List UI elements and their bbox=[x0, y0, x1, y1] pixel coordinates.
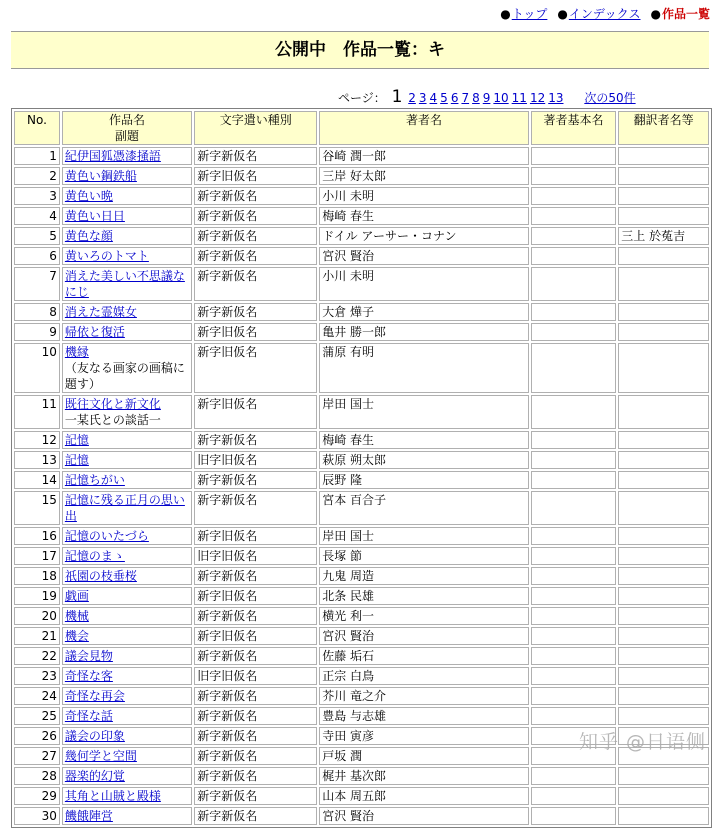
table-header-row bbox=[14, 111, 709, 145]
cell-no: 22 bbox=[14, 647, 60, 665]
table-row bbox=[14, 471, 709, 489]
cell-title bbox=[62, 167, 192, 185]
cell-no: 8 bbox=[14, 303, 60, 321]
cell-author-base bbox=[531, 187, 616, 205]
table-row bbox=[14, 147, 709, 165]
cell-style: 新字新仮名 bbox=[194, 567, 317, 585]
cell-author: 長塚 節 bbox=[319, 547, 529, 565]
top-navigation bbox=[490, 5, 710, 22]
nav-bullet-icon: ● bbox=[557, 7, 568, 21]
cell-title bbox=[62, 707, 192, 725]
cell-title bbox=[62, 607, 192, 625]
cell-translator bbox=[618, 707, 709, 725]
cell-author: 小川 未明 bbox=[319, 267, 529, 301]
cell-style: 新字新仮名 bbox=[194, 267, 317, 301]
cell-translator bbox=[618, 607, 709, 625]
cell-style: 新字新仮名 bbox=[194, 247, 317, 265]
cell-author: 横光 利一 bbox=[319, 607, 529, 625]
cell-author-base bbox=[531, 707, 616, 725]
cell-style: 新字新仮名 bbox=[194, 491, 317, 525]
cell-no: 26 bbox=[14, 727, 60, 745]
cell-title bbox=[62, 727, 192, 745]
pagination-page-link[interactable]: 11 bbox=[511, 91, 527, 105]
cell-author-base bbox=[531, 527, 616, 545]
nav-bullet-icon: ● bbox=[650, 7, 661, 21]
cell-style: 新字旧仮名 bbox=[194, 395, 317, 429]
cell-no: 30 bbox=[14, 807, 60, 825]
cell-title bbox=[62, 807, 192, 825]
cell-translator bbox=[618, 167, 709, 185]
cell-author: 佐藤 垢石 bbox=[319, 647, 529, 665]
work-title-link[interactable]: 黄色い鋼鉄船 bbox=[64, 169, 137, 183]
cell-title bbox=[62, 787, 192, 805]
table-row bbox=[14, 323, 709, 341]
cell-author: 岸田 国士 bbox=[319, 395, 529, 429]
work-subtitle: 一某氏との談話一 bbox=[64, 413, 161, 427]
cell-translator bbox=[618, 451, 709, 469]
cell-translator bbox=[618, 567, 709, 585]
cell-style: 新字新仮名 bbox=[194, 207, 317, 225]
cell-author-base bbox=[531, 395, 616, 429]
cell-title bbox=[62, 627, 192, 645]
cell-translator bbox=[618, 187, 709, 205]
pagination-page-link[interactable]: 13 bbox=[548, 91, 564, 105]
cell-translator bbox=[618, 491, 709, 525]
cell-author-base bbox=[531, 587, 616, 605]
cell-author-base bbox=[531, 547, 616, 565]
cell-author: 戸坂 潤 bbox=[319, 747, 529, 765]
cell-author: 三岸 好太郎 bbox=[319, 167, 529, 185]
table-row bbox=[14, 343, 709, 393]
work-title-link[interactable]: 機械 bbox=[64, 609, 89, 623]
nav-item bbox=[651, 7, 711, 21]
work-title-link[interactable]: 器楽的幻覚 bbox=[64, 769, 125, 783]
cell-author: 豊島 与志雄 bbox=[319, 707, 529, 725]
cell-no: 5 bbox=[14, 227, 60, 245]
cell-author-base bbox=[531, 303, 616, 321]
pagination-page-links bbox=[408, 91, 566, 105]
header-style: 文字遣い種別 bbox=[194, 111, 317, 145]
pagination-page-link[interactable]: 12 bbox=[529, 91, 546, 105]
cell-style: 新字旧仮名 bbox=[194, 627, 317, 645]
cell-no: 13 bbox=[14, 451, 60, 469]
cell-title bbox=[62, 395, 192, 429]
work-title-link[interactable]: 奇怪な客 bbox=[64, 669, 113, 683]
cell-no: 17 bbox=[14, 547, 60, 565]
table-row bbox=[14, 227, 709, 245]
cell-style: 新字旧仮名 bbox=[194, 167, 317, 185]
cell-style: 新字新仮名 bbox=[194, 687, 317, 705]
cell-author: 山本 周五郎 bbox=[319, 787, 529, 805]
cell-translator bbox=[618, 147, 709, 165]
pagination-page-link[interactable]: 7 bbox=[461, 91, 470, 105]
cell-title bbox=[62, 187, 192, 205]
cell-translator: 三上 於菟吉 bbox=[618, 227, 709, 245]
cell-author: 梶井 基次郎 bbox=[319, 767, 529, 785]
cell-translator bbox=[618, 247, 709, 265]
header-author-base: 著者基本名 bbox=[531, 111, 616, 145]
cell-author-base bbox=[531, 667, 616, 685]
cell-style: 新字新仮名 bbox=[194, 303, 317, 321]
work-title-link[interactable]: 奇怪な再会 bbox=[64, 689, 125, 703]
cell-no: 27 bbox=[14, 747, 60, 765]
pagination-page-link[interactable]: 6 bbox=[450, 91, 459, 105]
cell-title bbox=[62, 547, 192, 565]
page-title: 公開中 作品一覧：キ bbox=[11, 31, 709, 69]
table-row bbox=[14, 303, 709, 321]
watermark-text: 知乎 @日语侧 bbox=[578, 731, 706, 753]
cell-author: 大倉 燁子 bbox=[319, 303, 529, 321]
table-row bbox=[14, 431, 709, 449]
pagination-page-link[interactable]: 9 bbox=[482, 91, 491, 105]
cell-style: 新字新仮名 bbox=[194, 747, 317, 765]
cell-no: 4 bbox=[14, 207, 60, 225]
work-title-link[interactable]: 祇園の枝垂桜 bbox=[64, 569, 137, 583]
cell-no: 19 bbox=[14, 587, 60, 605]
cell-translator bbox=[618, 787, 709, 805]
cell-title bbox=[62, 747, 192, 765]
table-row bbox=[14, 267, 709, 301]
table-row bbox=[14, 451, 709, 469]
cell-style: 新字新仮名 bbox=[194, 707, 317, 725]
cell-author-base bbox=[531, 491, 616, 525]
cell-translator bbox=[618, 587, 709, 605]
header-title-label: 作品名 bbox=[109, 113, 146, 127]
cell-title bbox=[62, 207, 192, 225]
cell-title bbox=[62, 687, 192, 705]
cell-author: 蒲原 有明 bbox=[319, 343, 529, 393]
cell-author: 谷崎 潤一郎 bbox=[319, 147, 529, 165]
cell-style: 旧字旧仮名 bbox=[194, 547, 317, 565]
cell-author: 宮沢 賢治 bbox=[319, 627, 529, 645]
cell-no: 28 bbox=[14, 767, 60, 785]
table-row bbox=[14, 647, 709, 665]
cell-style: 新字新仮名 bbox=[194, 431, 317, 449]
cell-author-base bbox=[531, 607, 616, 625]
table-row bbox=[14, 687, 709, 705]
work-title-link[interactable]: 記憶 bbox=[64, 433, 89, 447]
cell-no: 10 bbox=[14, 343, 60, 393]
cell-author-base bbox=[531, 431, 616, 449]
cell-author-base bbox=[531, 207, 616, 225]
work-title-link[interactable]: 奇怪な話 bbox=[64, 709, 113, 723]
cell-translator bbox=[618, 647, 709, 665]
table-row bbox=[14, 491, 709, 525]
cell-title bbox=[62, 471, 192, 489]
cell-title bbox=[62, 303, 192, 321]
cell-author-base bbox=[531, 687, 616, 705]
cell-author-base bbox=[531, 787, 616, 805]
cell-no: 11 bbox=[14, 395, 60, 429]
cell-no: 2 bbox=[14, 167, 60, 185]
cell-no: 25 bbox=[14, 707, 60, 725]
cell-no: 7 bbox=[14, 267, 60, 301]
cell-author: 岸田 国士 bbox=[319, 527, 529, 545]
work-title-link[interactable]: 議会見物 bbox=[64, 649, 113, 663]
table-row bbox=[14, 207, 709, 225]
cell-style: 新字新仮名 bbox=[194, 647, 317, 665]
cell-author-base bbox=[531, 343, 616, 393]
table-row bbox=[14, 395, 709, 429]
cell-style: 新字新仮名 bbox=[194, 187, 317, 205]
table-row bbox=[14, 547, 709, 565]
cell-translator bbox=[618, 395, 709, 429]
cell-author-base bbox=[531, 567, 616, 585]
work-title-link[interactable]: 幾何学と空間 bbox=[64, 749, 137, 763]
cell-author-base bbox=[531, 267, 616, 301]
cell-author-base bbox=[531, 647, 616, 665]
cell-style: 新字旧仮名 bbox=[194, 527, 317, 545]
cell-no: 15 bbox=[14, 491, 60, 525]
cell-author-base bbox=[531, 167, 616, 185]
cell-title bbox=[62, 431, 192, 449]
pagination-page-link[interactable]: 3 bbox=[418, 91, 427, 105]
cell-style: 旧字旧仮名 bbox=[194, 667, 317, 685]
cell-no: 23 bbox=[14, 667, 60, 685]
pagination-page-link[interactable]: 2 bbox=[408, 91, 416, 105]
cell-style: 新字新仮名 bbox=[194, 471, 317, 489]
cell-author-base bbox=[531, 451, 616, 469]
cell-title bbox=[62, 227, 192, 245]
cell-no: 29 bbox=[14, 787, 60, 805]
cell-translator bbox=[618, 627, 709, 645]
cell-author: 芥川 竜之介 bbox=[319, 687, 529, 705]
cell-translator bbox=[618, 303, 709, 321]
cell-style: 新字新仮名 bbox=[194, 727, 317, 745]
cell-style: 新字旧仮名 bbox=[194, 343, 317, 393]
work-title-link[interactable]: 黄色い晩 bbox=[64, 189, 113, 203]
table-row bbox=[14, 667, 709, 685]
cell-translator bbox=[618, 527, 709, 545]
cell-style: 新字旧仮名 bbox=[194, 587, 317, 605]
cell-title bbox=[62, 587, 192, 605]
cell-author: 小川 未明 bbox=[319, 187, 529, 205]
table-row bbox=[14, 707, 709, 725]
cell-title bbox=[62, 527, 192, 545]
table-row bbox=[14, 167, 709, 185]
cell-style: 新字旧仮名 bbox=[194, 323, 317, 341]
pagination-page-link[interactable]: 5 bbox=[440, 91, 448, 105]
nav-link[interactable]: トップ bbox=[511, 7, 548, 21]
work-title-link[interactable]: 紀伊国狐憑漆掻語 bbox=[64, 149, 161, 163]
cell-author: 宮沢 賢治 bbox=[319, 807, 529, 825]
cell-no: 21 bbox=[14, 627, 60, 645]
cell-author-base bbox=[531, 147, 616, 165]
cell-author: 宮沢 賢治 bbox=[319, 247, 529, 265]
cell-author: 萩原 朔太郎 bbox=[319, 451, 529, 469]
work-title-link[interactable]: 戯画 bbox=[64, 589, 89, 603]
cell-author: 梅崎 春生 bbox=[319, 207, 529, 225]
work-title-link[interactable]: 記憶 bbox=[64, 453, 89, 467]
work-title-link[interactable]: 議会の印象 bbox=[64, 729, 125, 743]
cell-title bbox=[62, 667, 192, 685]
cell-style: 新字新仮名 bbox=[194, 787, 317, 805]
cell-no: 14 bbox=[14, 471, 60, 489]
work-title-link[interactable]: 黄いろのトマト bbox=[64, 249, 149, 263]
table-row bbox=[14, 247, 709, 265]
cell-author: ドイル アーサー・コナン bbox=[319, 227, 529, 245]
cell-translator bbox=[618, 807, 709, 825]
pagination-page-link[interactable]: 8 bbox=[472, 91, 480, 105]
cell-no: 1 bbox=[14, 147, 60, 165]
pagination-label: ページ： bbox=[338, 91, 386, 105]
cell-translator bbox=[618, 323, 709, 341]
cell-title bbox=[62, 323, 192, 341]
pagination bbox=[338, 87, 639, 107]
pagination-current-page: 1 bbox=[391, 87, 403, 107]
cell-title bbox=[62, 647, 192, 665]
cell-no: 20 bbox=[14, 607, 60, 625]
work-title-link[interactable]: 消えた美しい不思議なにじ bbox=[64, 269, 185, 299]
cell-translator bbox=[618, 687, 709, 705]
cell-title bbox=[62, 567, 192, 585]
cell-no: 18 bbox=[14, 567, 60, 585]
table-row bbox=[14, 567, 709, 585]
cell-author: 九鬼 周造 bbox=[319, 567, 529, 585]
header-author: 著者名 bbox=[319, 111, 529, 145]
cell-author-base bbox=[531, 471, 616, 489]
nav-link[interactable]: インデックス bbox=[568, 7, 641, 21]
table-row bbox=[14, 807, 709, 825]
cell-author: 辰野 隆 bbox=[319, 471, 529, 489]
pagination-page-link[interactable]: 4 bbox=[429, 91, 438, 105]
header-no: No. bbox=[14, 111, 60, 145]
work-title-link[interactable]: 記憶のまゝ bbox=[64, 549, 125, 563]
work-title-link[interactable]: 饑餓陣営 bbox=[64, 809, 113, 823]
cell-title bbox=[62, 267, 192, 301]
work-subtitle: （友なる画家の画稿に題す） bbox=[64, 361, 185, 391]
cell-style: 新字新仮名 bbox=[194, 767, 317, 785]
cell-title bbox=[62, 247, 192, 265]
table-row bbox=[14, 587, 709, 605]
cell-no: 3 bbox=[14, 187, 60, 205]
table-row bbox=[14, 527, 709, 545]
cell-author-base bbox=[531, 807, 616, 825]
nav-bullet-icon: ● bbox=[500, 7, 511, 21]
cell-translator bbox=[618, 267, 709, 301]
cell-translator bbox=[618, 667, 709, 685]
pagination-page-link[interactable]: 10 bbox=[493, 91, 509, 105]
work-title-link[interactable]: 記憶ちがい bbox=[64, 473, 125, 487]
cell-title bbox=[62, 343, 192, 393]
cell-author: 梅崎 春生 bbox=[319, 431, 529, 449]
nav-item bbox=[500, 7, 547, 21]
cell-no: 9 bbox=[14, 323, 60, 341]
cell-author-base bbox=[531, 227, 616, 245]
cell-translator bbox=[618, 431, 709, 449]
table-row bbox=[14, 627, 709, 645]
cell-author: 北条 民雄 bbox=[319, 587, 529, 605]
work-list-table bbox=[11, 108, 712, 828]
work-title-link[interactable]: 記憶のいたづら bbox=[64, 529, 149, 543]
cell-translator bbox=[618, 547, 709, 565]
table-row bbox=[14, 787, 709, 805]
work-title-link[interactable]: 機縁 bbox=[64, 345, 89, 359]
cell-author: 寺田 寅彦 bbox=[319, 727, 529, 745]
work-title-link[interactable]: 消えた霊媒女 bbox=[64, 305, 137, 319]
cell-author-base bbox=[531, 247, 616, 265]
work-title-link[interactable]: 黄色な顔 bbox=[64, 229, 113, 243]
cell-author: 亀井 勝一郎 bbox=[319, 323, 529, 341]
cell-author: 宮本 百合子 bbox=[319, 491, 529, 525]
cell-author-base bbox=[531, 323, 616, 341]
cell-title bbox=[62, 451, 192, 469]
work-title-link[interactable]: 其角と山賊と殿様 bbox=[64, 789, 161, 803]
cell-no: 6 bbox=[14, 247, 60, 265]
work-title-link[interactable]: 記憶に残る正月の思い出 bbox=[64, 493, 185, 523]
table-row bbox=[14, 187, 709, 205]
header-title bbox=[62, 111, 192, 145]
header-translator: 翻訳者名等 bbox=[618, 111, 709, 145]
cell-style: 旧字旧仮名 bbox=[194, 451, 317, 469]
cell-style: 新字新仮名 bbox=[194, 227, 317, 245]
cell-no: 24 bbox=[14, 687, 60, 705]
cell-style: 新字新仮名 bbox=[194, 807, 317, 825]
cell-translator bbox=[618, 343, 709, 393]
work-title-link[interactable]: 黄色い日日 bbox=[64, 209, 125, 223]
nav-item bbox=[557, 7, 640, 21]
header-subtitle-label: 副題 bbox=[115, 129, 140, 143]
cell-no: 12 bbox=[14, 431, 60, 449]
cell-author: 正宗 白鳥 bbox=[319, 667, 529, 685]
cell-author-base bbox=[531, 627, 616, 645]
cell-translator bbox=[618, 207, 709, 225]
cell-title bbox=[62, 491, 192, 525]
cell-translator bbox=[618, 471, 709, 489]
work-title-link[interactable]: 帰依と復活 bbox=[64, 325, 125, 339]
cell-style: 新字新仮名 bbox=[194, 607, 317, 625]
cell-title bbox=[62, 147, 192, 165]
work-title-link[interactable]: 機会 bbox=[64, 629, 89, 643]
cell-style: 新字新仮名 bbox=[194, 147, 317, 165]
pagination-next-link[interactable]: 次の50件 bbox=[584, 91, 636, 105]
work-title-link[interactable]: 既往文化と新文化 bbox=[64, 397, 161, 411]
cell-no: 16 bbox=[14, 527, 60, 545]
table-row bbox=[14, 607, 709, 625]
nav-current: 作品一覧 bbox=[661, 7, 710, 21]
